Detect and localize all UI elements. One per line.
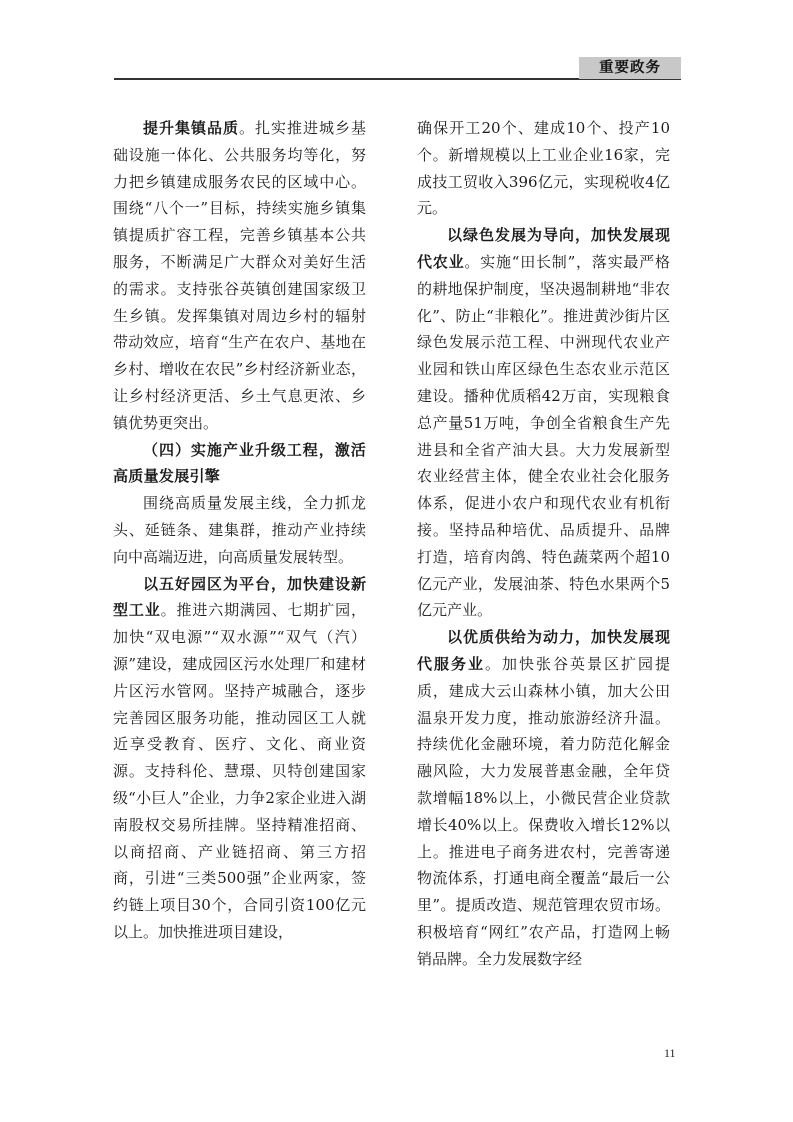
- paragraph-services: [417, 624, 670, 972]
- left-column: [113, 115, 366, 946]
- section-heading: （四）实施产业升级工程，激活高质量发展引擎: [113, 440, 366, 486]
- paragraph-town-quality: [113, 115, 366, 437]
- section-tab: 重要政务: [579, 57, 681, 79]
- paragraph-continuation: 确保开工20个、建成10个、投产10个。新增规模以上工业企业16家，完成技工贸收入396亿元，实现税收4亿元。: [417, 119, 670, 218]
- page-number: 11: [664, 1046, 676, 1060]
- paragraph-lead: 以优质供给为动力，加快发展现代服务业: [417, 628, 670, 673]
- paragraph-text: 。加快张谷英景区扩园提质，建成大云山森林小镇，加大公田温泉开发力度，推动旅游经济升温。持续优化金融环境，着力防范化解金融风险，大力发展普惠金融，全年贷款增幅18%以上，小微民营企业贷款增长40%以上。保费收入增长12%以上。推进电子商务进农村，完善寄递物流体系，打通电商全覆盖“最后一公里”。提质改造、规范管理农贸市场。积极培育“网红”农产品，打造网上畅销品牌。全力发展数字经: [417, 654, 670, 968]
- paragraph-text: 。实施“田长制”，落实最严格的耕地保护制度，坚决遏制耕地“非农化”、防止“非粮化”。推进黄沙街片区绿色发展示范工程、中洲现代农业产业园和铁山库区绿色生态农业示范区建设。播种优质稻42万亩，实现粮食总产量51万吨，争创全省粮食生产先进县和全省产油大县。大力发展新型农业经营主体，健全农业社会化服务体系，促进小农户和现代农业有机衔接。坚持品种培优、品质提升、品牌打造，培育肉鸽、特色蔬菜两个超10亿元产业，发展油茶、特色水果两个5亿元产业。: [417, 252, 670, 620]
- paragraph-lead: 提升集镇品质: [143, 119, 239, 137]
- paragraph-lead: 以绿色发展为导向，加快发展现代农业: [417, 226, 670, 271]
- paragraph-agriculture: [417, 222, 670, 624]
- paragraph-lead: 以五好园区为平台，加快建设新型工业: [113, 574, 366, 620]
- right-column: [417, 115, 670, 973]
- paragraph-text: 。推进六期满园、七期扩园，加快“双电源”“双水源”“双气（汽）源”建设，建成园区污水处理厂和建材片区污水管网。坚持产城融合，逐步完善园区服务功能，推动园区工人就近享受教育、医疗、文化、商业资源。支持科伦、慧璟、贝特创建国家级“小巨人”企业，力争2家企业进入湖南股权交易所挂牌。坚持精准招商、以商招商、产业链招商、第三方招商，引进“三类500强”企业两家，签约链上项目30个，合同引资100亿元以上。加快推进项目建设，: [113, 601, 366, 941]
- paragraph-text: 。扎实推进城乡基础设施一体化、公共服务均等化，努力把乡镇建成服务农民的区域中心。围绕“八个一”目标，持续实施乡镇集镇提质扩容工程，完善乡镇基本公共服务，不断满足广大群众对美好生活的需求。支持张谷英镇创建国家级卫生乡镇。发挥集镇对周边乡村的辐射带动效应，培育“生产在农户、基地在乡村、增收在农民”乡村经济新业态，让乡村经济更活、乡土气息更浓、乡镇优势更突出。: [113, 119, 366, 432]
- paragraph-industry: [113, 571, 366, 946]
- paragraph-intro: 围绕高质量发展主线，全力抓龙头、延链条、建集群，推动产业持续向中高端迈进，向高质量发展转型。: [113, 494, 366, 566]
